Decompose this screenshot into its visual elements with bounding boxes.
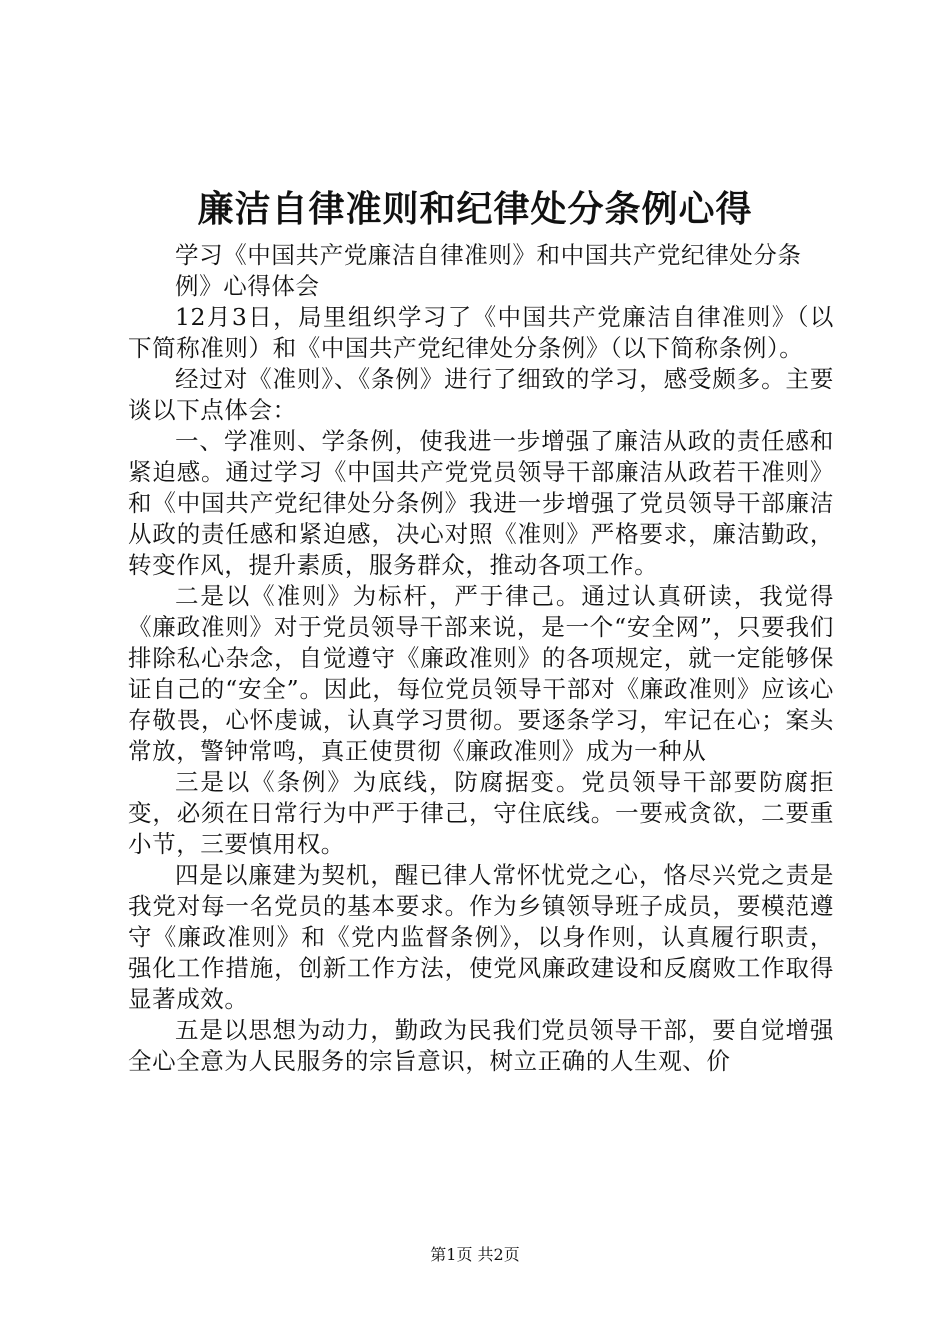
page-number-footer: 第1页 共2页 [430, 1245, 520, 1264]
paragraph-point-2: 二是以《准则》为标杆，严于律己。通过认真研读，我觉得《廉政准则》对于党员领导干部来说，是一个“安全网”，只要我们排除私心杂念，自觉遵守《廉政准则》的各项规定，就一定能够保证自己的“安全”。因此，每位党员领导干部对《廉政准则》应该心存敬畏，心怀虔诚，认真学习贯彻。要逐条学习，牢记在心；案头常放，警钟常鸣，真正使贯彻《廉政准则》成为一种从 [128, 582, 834, 765]
paragraph-heading-line-1: 学习《中国共产党廉洁自律准则》和中国共产党纪律处分条 [175, 241, 802, 269]
paragraph-point-1: 一、学准则、学条例，使我进一步增强了廉洁从政的责任感和紧迫感。通过学习《中国共产党党员领导干部廉洁从政若干准则》和《中国共产党纪律处分条例》我进一步增强了党员领导干部廉洁从政的责任感和紧迫感，决心对照《准则》严格要求，廉洁勤政，转变作风，提升素质，服务群众，推动各项工作。 [128, 427, 834, 579]
paragraph-point-5: 五是以思想为动力，勤政为民我们党员领导干部，要自觉增强全心全意为人民服务的宗旨意识，树立正确的人生观、价 [128, 1016, 834, 1075]
document-title: 廉洁自律准则和纪律处分条例心得 [197, 188, 753, 230]
paragraph-point-3: 三是以《条例》为底线，防腐据变。党员领导干部要防腐拒变，必须在日常行为中严于律己，守住底线。一要戒贪欲，二要重小节，三要慎用权。 [128, 768, 834, 858]
paragraph-intro: 12月3日，局里组织学习了《中国共产党廉洁自律准则》（以下简称准则）和《中国共产党纪律处分条例》（以下简称条例）。 [128, 303, 834, 362]
paragraph-heading-line-2: 例》心得体会 [175, 272, 320, 300]
document-body [128, 240, 834, 1077]
paragraph-point-4: 四是以廉建为契机，醒已律人常怀忧党之心，恪尽兴党之责是我党对每一名党员的基本要求。作为乡镇领导班子成员，要模范遵守《廉政准则》和《党内监督条例》，以身作则，认真履行职责，强化工作措施，创新工作方法，使党风廉政建设和反腐败工作取得显著成效。 [128, 861, 834, 1013]
paragraph-summary: 经过对《准则》、《条例》进行了细致的学习，感受颇多。主要谈以下点体会： [128, 365, 834, 424]
